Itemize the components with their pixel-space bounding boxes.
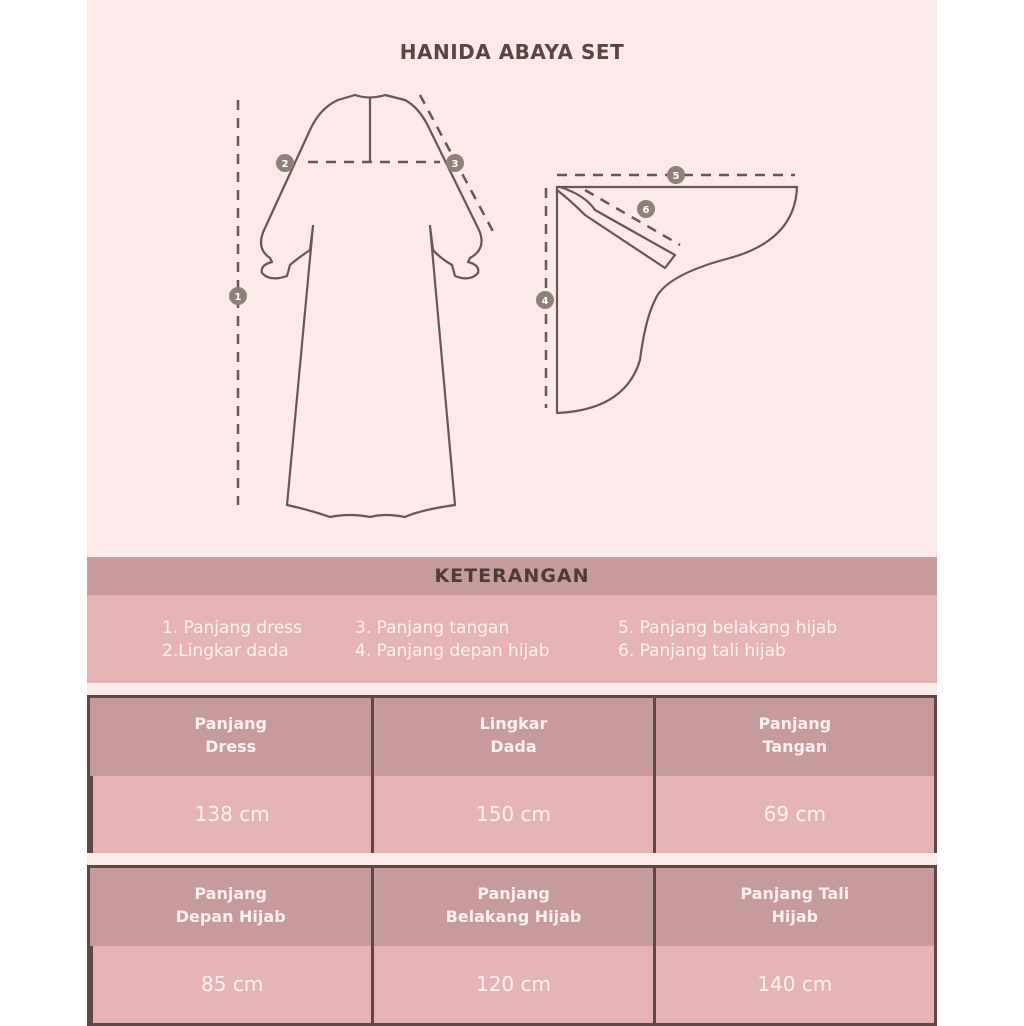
legend-item: 1. Panjang dress (162, 618, 302, 638)
marker-4: 4 (541, 296, 549, 307)
marker-6: 6 (642, 205, 650, 216)
page-title: HANIDA ABAYA SET (399, 40, 625, 64)
table-value: 85 cm (90, 946, 371, 1023)
table-header (90, 868, 371, 946)
table-header (371, 698, 652, 776)
marker-2: 2 (281, 159, 289, 170)
header-line: Dada (490, 737, 537, 756)
marker-3: 3 (451, 159, 459, 170)
header-line: Panjang (477, 884, 550, 903)
header-line: Belakang Hijab (445, 907, 582, 926)
legend-item: 4. Panjang depan hijab (355, 641, 550, 661)
marker-5: 5 (672, 171, 680, 182)
legend-item: 6. Panjang tali hijab (618, 641, 786, 661)
header-line: Lingkar (479, 714, 548, 733)
table-value: 69 cm (653, 776, 934, 853)
table-header (371, 868, 652, 946)
table-header (653, 698, 934, 776)
legend-item: 3. Panjang tangan (355, 618, 510, 638)
keterangan-list (87, 595, 937, 683)
size-table-2 (87, 865, 937, 1026)
header-line: Panjang Tali (740, 884, 850, 903)
table-header (653, 868, 934, 946)
legend-item: 5. Panjang belakang hijab (618, 618, 838, 638)
header-line: Panjang (194, 714, 267, 733)
table-value: 120 cm (371, 946, 652, 1023)
header-line: Panjang (758, 714, 832, 733)
spacer (87, 853, 937, 865)
table-value: 138 cm (90, 776, 371, 853)
keterangan-heading: KETERANGAN (87, 557, 937, 595)
table-value: 140 cm (653, 946, 934, 1023)
table-header (90, 698, 371, 776)
size-table-1 (87, 695, 937, 856)
marker-1: 1 (234, 292, 242, 303)
legend-item: 2.Lingkar dada (162, 641, 289, 661)
header-line: Tangan (762, 737, 828, 756)
header-line: Depan Hijab (175, 907, 286, 926)
table-value: 150 cm (371, 776, 652, 853)
spacer (87, 683, 937, 695)
hijab-strap (557, 187, 675, 268)
header-line: Hijab (771, 907, 819, 926)
header-line: Dress (205, 737, 257, 756)
header-line: Panjang (194, 884, 267, 903)
